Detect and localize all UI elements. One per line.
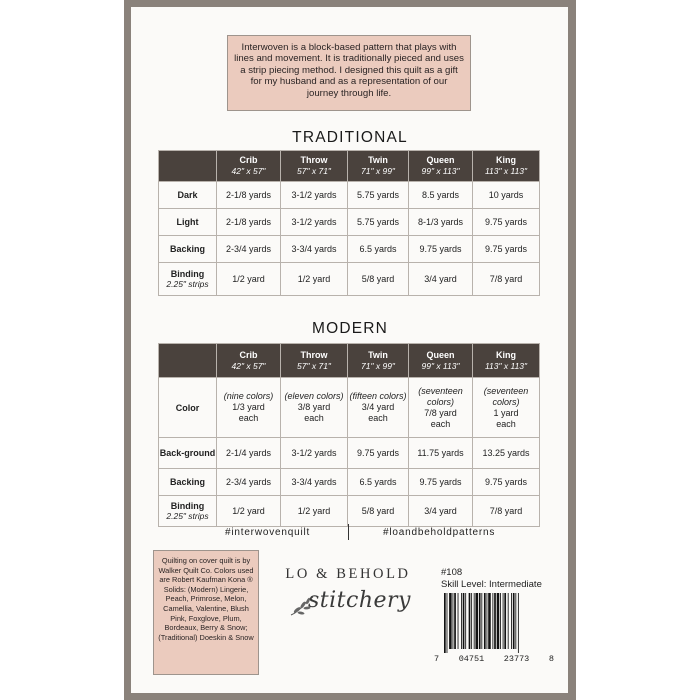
color-each: each <box>368 413 388 423</box>
color-each: each <box>430 418 451 429</box>
size-name: Crib <box>239 155 258 165</box>
color-yardage-cell <box>473 378 540 438</box>
yardage-cell: 3/4 yard <box>409 263 473 296</box>
row-label <box>159 469 217 496</box>
size-header-twin <box>348 151 409 182</box>
yardage-cell: 1/2 yard <box>281 496 348 527</box>
size-header-twin <box>348 344 409 378</box>
size-dimensions: 71" x 99" <box>361 360 395 371</box>
fabric-credit-box <box>153 550 259 675</box>
color-yardage-cell <box>409 378 473 438</box>
yardage-cell: 1/2 yard <box>217 496 281 527</box>
barcode-digit-group: 8 <box>548 654 554 664</box>
size-name: Throw <box>300 349 328 360</box>
size-header-crib <box>217 151 281 182</box>
size-dimensions: 99" x 113" <box>421 360 460 371</box>
barcode-bar <box>515 593 516 649</box>
color-each: each <box>238 413 259 423</box>
barcode-digit-group: 7 <box>434 654 440 664</box>
color-count-note: (eleven colors) <box>284 391 344 401</box>
yardage-cell: 2-1/8 yards <box>217 209 281 236</box>
yardage-cell: 9.75 yards <box>409 469 473 496</box>
color-amount: 1 yard <box>493 407 519 418</box>
color-yardage-cell <box>281 378 348 438</box>
table-header-row <box>159 151 540 182</box>
intro-text-box <box>227 35 471 111</box>
hashtag-divider <box>348 524 349 540</box>
row-label <box>159 236 217 263</box>
row-label <box>159 378 217 438</box>
yardage-cell: 7/8 yard <box>473 496 540 527</box>
barcode-digits <box>434 654 554 664</box>
row-label-text: Binding <box>170 269 205 279</box>
color-amount: 3/4 yard <box>361 402 395 412</box>
barcode-bar <box>518 593 519 653</box>
row-label <box>159 263 217 296</box>
yardage-cell: 9.75 yards <box>473 236 540 263</box>
modern-title: MODERN <box>311 320 389 337</box>
color-count-note: (seventeen colors) <box>483 385 529 407</box>
color-yardage-cell <box>217 378 281 438</box>
upc-barcode <box>443 593 547 653</box>
barcode-digit-group: 23773 <box>503 654 530 664</box>
size-name: Throw <box>300 155 328 165</box>
barcode-bar <box>484 593 486 649</box>
yardage-cell: 3-1/2 yards <box>281 182 348 209</box>
yardage-cell: 5.75 yards <box>348 182 409 209</box>
barcode-bar <box>475 593 478 649</box>
barcode-bar <box>453 593 454 649</box>
pattern-number: #108 <box>441 567 463 578</box>
row-label <box>159 182 217 209</box>
yardage-cell: 5/8 yard <box>348 263 409 296</box>
yardage-cell: 2-1/8 yards <box>217 182 281 209</box>
size-name: Queen <box>426 155 455 165</box>
yardage-cell: 9.75 yards <box>348 438 409 469</box>
barcode-bar <box>492 593 493 649</box>
barcode-bar <box>503 593 504 649</box>
barcode-bar <box>461 593 462 649</box>
size-dimensions: 71" x 99" <box>361 166 395 176</box>
barcode-bar <box>465 593 466 649</box>
color-count-note: (nine colors) <box>223 391 274 401</box>
yardage-cell: 3-3/4 yards <box>281 236 348 263</box>
traditional-yardage-table <box>158 150 540 296</box>
yardage-cell: 6.5 yards <box>348 236 409 263</box>
traditional-title: TRADITIONAL <box>292 129 408 146</box>
hashtag-quilt: #interwovenquilt <box>225 527 311 538</box>
barcode-bar <box>500 593 501 649</box>
barcode-bar <box>487 593 488 649</box>
size-name: King <box>496 155 516 165</box>
table-row <box>159 209 540 236</box>
size-name: Twin <box>368 349 388 360</box>
barcode-bar <box>444 593 446 653</box>
barcode-bar <box>449 593 452 649</box>
yardage-cell: 8.5 yards <box>409 182 473 209</box>
yardage-cell: 2-3/4 yards <box>217 236 281 263</box>
barcode-bar <box>497 593 500 649</box>
barcode-bar <box>463 593 465 649</box>
hashtag-patterns: #loandbeholdpatterns <box>383 527 496 538</box>
barcode-bar <box>447 593 448 653</box>
size-name: Crib <box>239 349 258 360</box>
yardage-cell: 2-3/4 yards <box>217 469 281 496</box>
barcode-bar <box>511 593 512 649</box>
yardage-cell: 3-3/4 yards <box>281 469 348 496</box>
table-row <box>159 182 540 209</box>
skill-level: Skill Level: Intermediate <box>441 579 542 590</box>
header-corner-cell <box>159 344 217 378</box>
row-label <box>159 438 217 469</box>
barcode-bar <box>508 593 509 649</box>
yardage-cell: 5/8 yard <box>348 496 409 527</box>
row-label-text: Backing <box>169 477 205 487</box>
barcode-bar <box>479 593 481 649</box>
barcode-bar <box>454 593 456 649</box>
brand-logo-wordmark: LO & BEHOLD <box>285 566 411 582</box>
table-row <box>159 263 540 296</box>
barcode-bar <box>474 593 475 649</box>
row-label-text: Light <box>176 217 199 227</box>
fabric-credit-text: Quilting on cover quilt is by Walker Quilt Co. Colors used are Robert Kaufman Kona ® Solids: (Modern) Lingerie, Peach, Primrose, Melon, Camellia, Valentine, Blush Pink, Foxglove, Plum, Bordeaux, Berry & Snow; (Traditional) Doeskin & Snow <box>158 556 254 642</box>
yardage-cell: 3/4 yard <box>409 496 473 527</box>
yardage-cell: 5.75 yards <box>348 209 409 236</box>
barcode-bar <box>504 593 506 649</box>
table-row <box>159 236 540 263</box>
barcode-bar <box>471 593 472 649</box>
row-label-text: Backing <box>169 244 205 254</box>
brand-logo-script: stitchery <box>308 588 411 613</box>
barcode-bar <box>494 593 496 649</box>
size-dimensions: 42" x 57" <box>231 166 266 176</box>
yardage-cell: 1/2 yard <box>281 263 348 296</box>
color-count-note: (seventeen colors) <box>418 385 463 407</box>
yardage-cell: 3-1/2 yards <box>281 438 348 469</box>
table-row <box>159 496 540 527</box>
yardage-cell: 3-1/2 yards <box>281 209 348 236</box>
row-label-sub: 2.25" strips <box>166 279 209 289</box>
row-label-text: Binding <box>170 501 205 511</box>
modern-yardage-table <box>158 343 540 527</box>
size-header-king <box>473 344 540 378</box>
color-each: each <box>304 413 324 423</box>
yardage-cell: 9.75 yards <box>409 236 473 263</box>
size-dimensions: 113" x 113" <box>484 166 528 176</box>
size-header-queen <box>409 344 473 378</box>
yardage-cell: 9.75 yards <box>473 209 540 236</box>
yardage-cell: 9.75 yards <box>473 469 540 496</box>
color-amount: 3/8 yard <box>297 402 331 412</box>
table-header-row <box>159 344 540 378</box>
row-label <box>159 496 217 527</box>
yardage-cell: 8-1/3 yards <box>409 209 473 236</box>
color-amount: 7/8 yard <box>424 407 457 418</box>
size-dimensions: 113" x 113" <box>484 360 528 371</box>
barcode-bar <box>488 593 491 649</box>
barcode-bar <box>469 593 471 649</box>
barcode-digit-group: 04751 <box>458 654 485 664</box>
size-name: Twin <box>368 155 388 165</box>
table-row <box>159 469 540 496</box>
size-name: Queen <box>426 349 455 360</box>
row-label <box>159 209 217 236</box>
row-label-text: Back-ground <box>159 448 216 458</box>
yardage-cell: 7/8 yard <box>473 263 540 296</box>
size-header-throw <box>281 151 348 182</box>
yardage-cell: 2-1/4 yards <box>217 438 281 469</box>
barcode-bar <box>458 593 459 649</box>
size-header-crib <box>217 344 281 378</box>
barcode-bar <box>481 593 482 649</box>
size-dimensions: 42" x 57" <box>231 360 266 371</box>
color-each: each <box>496 418 516 429</box>
row-label-sub: 2.25" strips <box>166 511 209 521</box>
yardage-cell: 6.5 yards <box>348 469 409 496</box>
size-header-queen <box>409 151 473 182</box>
color-count-note: (fifteen colors) <box>349 391 407 401</box>
barcode-bar <box>513 593 515 649</box>
color-amount: 1/3 yard <box>232 402 265 412</box>
intro-text: Interwoven is a block-based pattern that plays with lines and movement. It is traditionally pieced and uses a strip piecing method. I designed this quilt as a gift for my husband and as a representation of our journey through life. <box>234 42 464 99</box>
row-label-text: Dark <box>177 190 198 200</box>
size-dimensions: 99" x 113" <box>421 166 460 176</box>
yardage-cell: 1/2 yard <box>217 263 281 296</box>
size-dimensions: 57" x 71" <box>297 360 331 371</box>
yardage-cell: 13.25 yards <box>473 438 540 469</box>
size-name: King <box>496 349 516 360</box>
table-row-color <box>159 378 540 438</box>
yardage-cell: 10 yards <box>473 182 540 209</box>
size-dimensions: 57" x 71" <box>297 166 331 176</box>
table-row <box>159 438 540 469</box>
color-yardage-cell <box>348 378 409 438</box>
header-corner-cell <box>159 151 217 182</box>
yardage-cell: 11.75 yards <box>409 438 473 469</box>
size-header-throw <box>281 344 348 378</box>
size-header-king <box>473 151 540 182</box>
row-label-text: Color <box>175 402 200 413</box>
